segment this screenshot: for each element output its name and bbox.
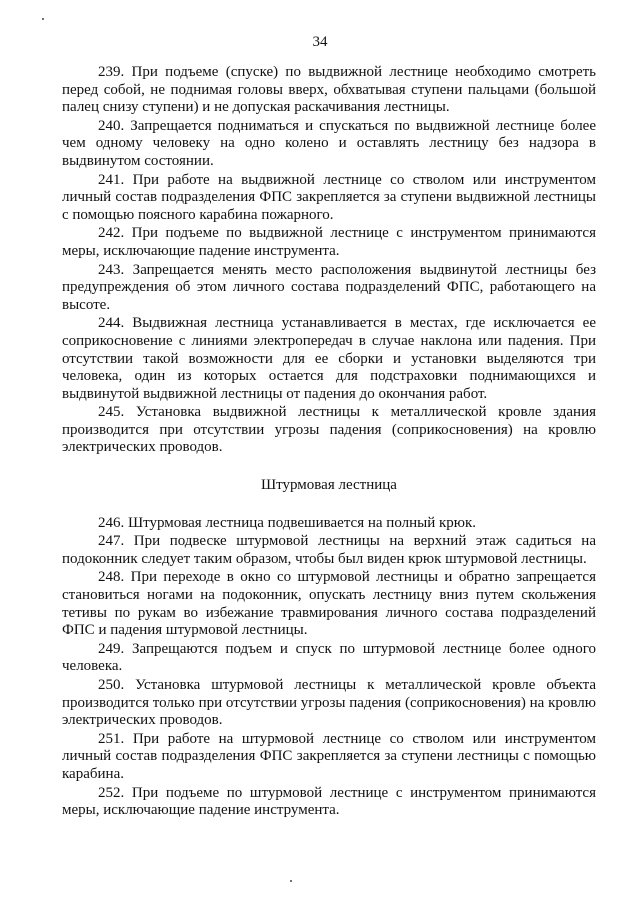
paragraph-241: 241. При работе на выдвижной лестнице со стволом или инструментом личный состав подразделения ФПС закрепляется за ступени выдвижной лестницы с помощью поясного карабина пожарного. (62, 171, 596, 223)
paragraph-240: 240. Запрещается подниматься и спускаться по выдвижной лестнице более чем одному человеку на одно колено и оставлять лестницу без надзора в выдвинутом состоянии. (62, 117, 596, 169)
scan-speck-top-left (42, 18, 44, 20)
paragraph-244: 244. Выдвижная лестница устанавливается в местах, где исключается ее соприкосновение с линиями электропередач в случае наклона или падения. При отсутствии такой возможности для ее сборки и установки выделяются три человека, один из которых остается для подстраховки поднимающихся и выдвинутой выдвижной лестницы от падения до окончания работ. (62, 315, 596, 402)
paragraph-247: 247. При подвеске штурмовой лестницы на верхний этаж садиться на подоконник следует таким образом, чтобы был виден крюк штурмовой лестницы. (62, 533, 596, 567)
scan-speck-bottom (290, 880, 292, 882)
paragraph-246: 246. Штурмовая лестница подвешивается на полный крюк. (98, 514, 477, 531)
paragraph-243: 243. Запрещается менять место расположения выдвинутой лестницы без предупреждения об этом личного состава подразделений ФПС, работающего на высоте. (62, 261, 596, 313)
section-heading: Штурмовая лестница (261, 477, 397, 494)
paragraph-248: 248. При переходе в окно со штурмовой лестницы и обратно запрещается становиться ногами на подоконник, опускать лестницу вниз путем скольжения тетивы по рукам во избежание травмирования личного состава подразделений ФПС и падения штурмовой лестницы. (62, 569, 596, 639)
paragraph-252: 252. При подъеме по штурмовой лестнице с инструментом принимаются меры, исключающие падение инструмента. (62, 784, 596, 819)
paragraph-251: 251. При работе на штурмовой лестнице со стволом или инструментом личный состав подразделения ФПС закрепляется за ступени лестницы с помощью карабина. (62, 730, 596, 782)
paragraph-250: 250. Установка штурмовой лестницы к металлической кровле объекта производится только при отсутствии угрозы падения (соприкосновения) на кровлю электрических проводов. (62, 677, 596, 729)
document-body (62, 64, 596, 821)
paragraph-249: 249. Запрещаются подъем и спуск по штурмовой лестнице более одного человека. (62, 640, 596, 675)
paragraph-242: 242. При подъеме по выдвижной лестнице с инструментом принимаются меры, исключающие падение инструмента. (62, 225, 596, 259)
paragraph-245: 245. Установка выдвижной лестницы к металлической кровле здания производится при отсутствии угрозы падения (соприкосновения) на кровлю электрических проводов. (62, 404, 596, 456)
page-number: 34 (312, 34, 328, 50)
paragraph-239: 239. При подъеме (спуске) по выдвижной лестнице необходимо смотреть перед собой, не поднимая головы вверх, обхватывая ступени пальцами (большой палец снизу ступени) и не допуская раскачивания лестницы. (62, 64, 596, 116)
